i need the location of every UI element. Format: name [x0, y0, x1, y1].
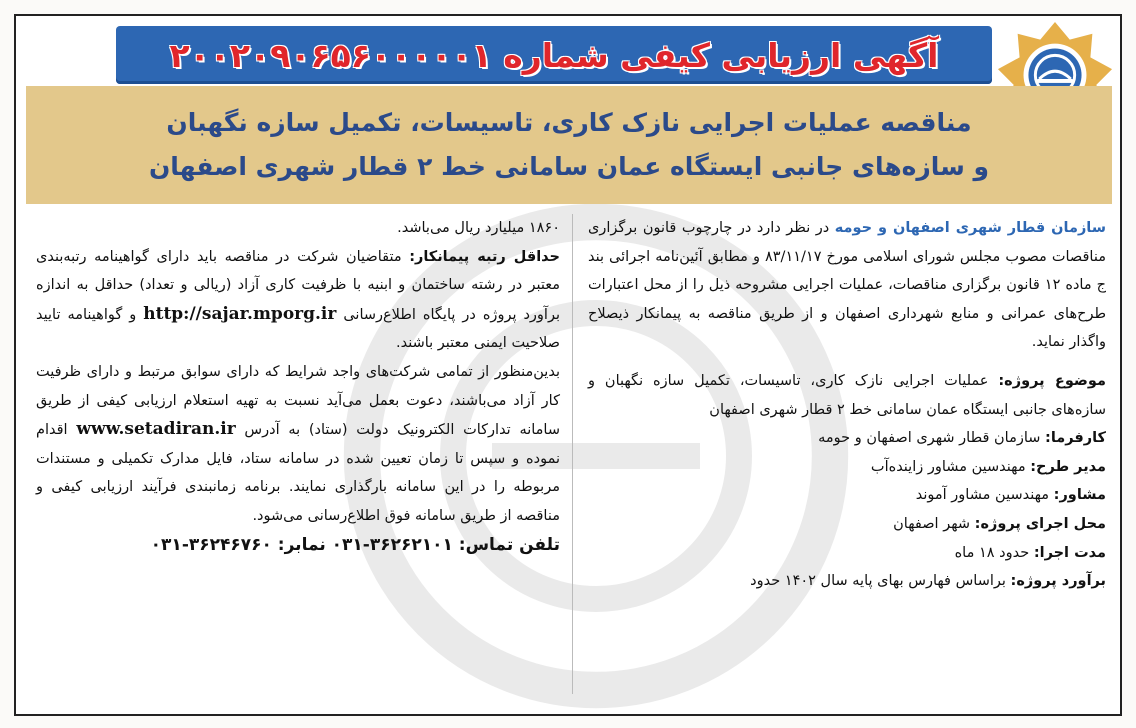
- subject-label: موضوع پروژه:: [998, 372, 1106, 389]
- estimate-value: براساس فهارس بهای پایه سال ۱۴۰۲ حدود: [750, 573, 1011, 590]
- employer-label: کارفرما:: [1045, 430, 1106, 447]
- headline-box: [26, 86, 1112, 204]
- invite-text: بدین‌منظور از تمامی شرکت‌های واجد شرایط که دارای سوابق مرتبط و دارای ظرفیت کار آزاد می‌باشند، دعوت بعمل می‌آید نسبت به تهیه استعلام ارزیابی کیفی از طریق سامانه تدارکات الکترونیک دولت (ستاد) به آدرس: [36, 363, 561, 439]
- consultant-value: مهندسین مشاور آموند: [915, 487, 1054, 504]
- invite-text-2: اقدام نموده و سپس تا زمان تعیین شده در سامانه ستاد، فایل مدارک تکمیلی و مستندات مربوطه را در این سامانه بارگذاری نمایند. برنامه زمانبندی فرآیند ارزیابی کیفی و مناقصه از طریق سامانه فوق اطلاع‌رسانی می‌شود.: [36, 422, 560, 524]
- intro-org: سازمان قطار شهری اصفهان و حومه: [834, 220, 1107, 236]
- right-column: [588, 214, 1106, 596]
- setad-link[interactable]: www.setadiran.ir: [76, 419, 236, 440]
- grade-text: متقاضیان شرکت در مناقصه باید دارای گواهینامه رتبه‌بندی معتبر در رشته ساختمان و ابنیه با ظرفیت کاری آزاد (ریالی و تعداد) حداقل به اندازه برآورد پروژه در پایگاه اطلاع‌رسانی: [36, 248, 560, 323]
- grade-label: حداقل رتبه پیمانکار:: [409, 248, 560, 265]
- ad-frame: [14, 14, 1122, 716]
- intro-paragraph: [588, 214, 1106, 357]
- grade-paragraph: [36, 243, 560, 358]
- location-row: [588, 510, 1106, 539]
- column-divider: [572, 214, 573, 694]
- employer-row: [588, 424, 1106, 453]
- location-value: شهر اصفهان: [893, 515, 975, 532]
- consultant-row: [588, 481, 1106, 510]
- estimate-continued: ۱۸۶۰ میلیارد ریال می‌باشد.: [397, 220, 560, 236]
- duration-value: حدود ۱۸ ماه: [954, 544, 1034, 561]
- grade-text-2: و گواهینامه تایید صلاحیت ایمنی معتبر باشند.: [36, 306, 560, 352]
- ad-title: آگهی ارزیابی کیفی شماره ۲۰۰۲۰۹۰۶۵۶۰۰۰۰۰۱: [169, 35, 939, 75]
- designer-label: مدیر طرح:: [1030, 458, 1106, 475]
- sajar-link[interactable]: http://sajar.mporg.ir: [143, 303, 337, 324]
- subject-row: [588, 367, 1106, 424]
- left-column: [36, 214, 560, 559]
- duration-row: [588, 539, 1106, 568]
- headline-line-1: مناقصه عملیات اجرایی نازک کاری، تاسیسات، تکمیل سازه نگهبان: [166, 108, 972, 137]
- intro-text: در نظر دارد در چارچوب قانون برگزاری مناقصات مصوب مجلس شورای اسلامی مورخ ۸۳/۱۱/۱۷ و مطابق آئین‌نامه اجرائی بند ج ماده ۱۲ قانون برگزاری مناقصات، عملیات اجرایی مشروحه ذیل را از محل اعتبارات طرح‌های عمرانی و منابع شهرداری اصفهان و از طریق مناقصه به پیمانکار ذیصلاح واگذار نماید.: [588, 220, 1106, 351]
- estimate-label: برآورد پروژه:: [1010, 573, 1106, 590]
- headline-line-2: و سازه‌های جانبی ایستگاه عمان سامانی خط ۲ قطار شهری اصفهان: [148, 152, 990, 181]
- duration-label: مدت اجرا:: [1033, 544, 1106, 561]
- designer-row: [588, 453, 1106, 482]
- employer-value: سازمان قطار شهری اصفهان و حومه: [818, 430, 1046, 447]
- estimate-row: [588, 567, 1106, 596]
- designer-value: مهندسین مشاور زاینده‌آب: [870, 458, 1031, 475]
- location-label: محل اجرای پروژه:: [974, 515, 1106, 532]
- consultant-label: مشاور:: [1053, 487, 1106, 504]
- contact-phone: تلفن تماس: ۳۶۲۶۲۱۰۱-۰۳۱ نمابر: ۳۶۲۴۶۷۶۰-۰۳۱: [150, 534, 560, 555]
- invite-paragraph: [36, 358, 560, 531]
- title-banner: [116, 26, 992, 84]
- subject-value: عملیات اجرایی نازک کاری، تاسیسات، تکمیل سازه نگهبان و سازه‌های جانبی ایستگاه عمان سامانی خط ۲ قطار شهری اصفهان: [588, 372, 1106, 418]
